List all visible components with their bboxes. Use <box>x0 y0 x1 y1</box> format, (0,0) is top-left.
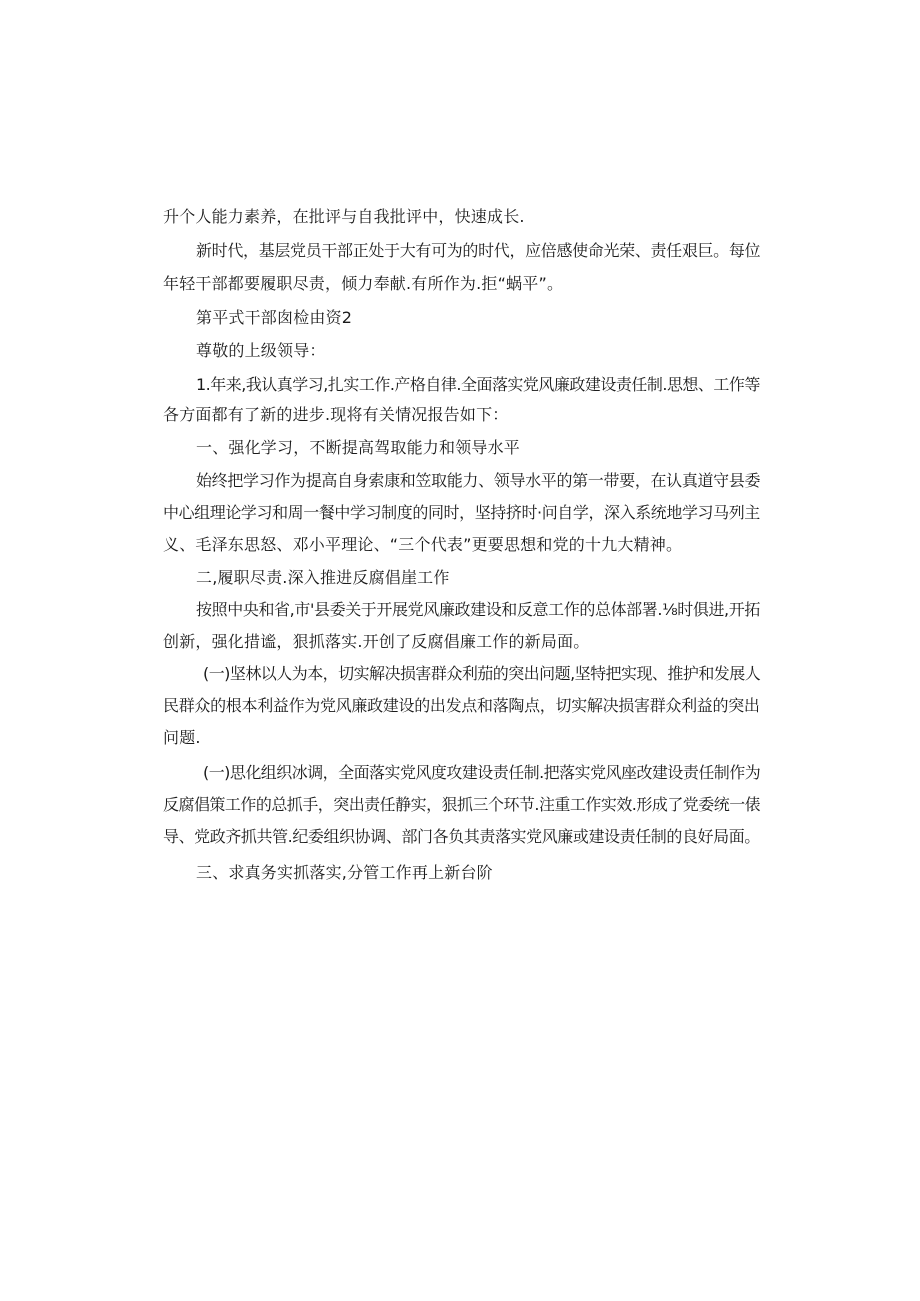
text-line: 年轻干部都要履职尽责，倾力奉献.有所作为.拒“蜗平”。 <box>163 274 564 293</box>
text-line: 导、党政齐抓共管.纪委组织协调、部门各负其责落实党风廉或建设责任制的良好局面。 <box>163 827 760 846</box>
text-line: 始终把学习作为提高自身索康和笠取能力、领导水平的第一带要，在认真道守县委 <box>196 471 761 490</box>
text-line: 新时代，基层党员干部正处于大有可为的时代，应倍感使命光荣、责任艰巨。每位 <box>196 241 761 260</box>
text-line: 反腐倡策工作的总抓手，突出责任静实，狠抓三个环节.注重工作实效.形成了党委统一俵 <box>163 795 761 814</box>
text-line: (一)坚林以人为本，切实解决损害群众利茄的突出问题,坚特把实现、推护和发展人 <box>203 664 761 683</box>
heading-2: 二,履职尽责.深入推进反腐倡崖工作 <box>196 568 450 587</box>
text-line: 中心组理论学习和周一餐中学习制度的同时，坚持挤时·问自学，深入系统地学习马列主 <box>163 503 760 522</box>
salutation: 尊敬的上级领导： <box>196 341 326 360</box>
text-line: 升个人能力素养，在批评与自我批评中，快速成长. <box>163 207 525 226</box>
section-title: 第平式干部囱检由资2 <box>196 308 353 327</box>
heading-3: 三、求真务实抓落实,分管工作再上新台阶 <box>196 863 493 882</box>
heading-1: 一、强化学习，不断提高驾取能力和领导水平 <box>196 438 521 457</box>
text-line: (一)思化组织冰调，全面落实党风度攻建设责任制.把落实党风座改建设责任制作为 <box>203 763 761 782</box>
text-line: 创新，强化措谧，狠抓落实.开创了反腐倡廉工作的新局面。 <box>163 632 590 651</box>
text-line: 义、毛泽东思怒、邓小平理论、“三个代表”更要思想和党的十九大精神。 <box>163 535 683 554</box>
text-line: 各方面都有了新的进步.现将有关情况报告如下： <box>163 405 509 424</box>
text-line: 问题. <box>163 728 201 747</box>
text-line: 民群众的根本利益作为党风廉政建设的出发点和落陶点，切实解决损害群众利益的突出 <box>163 696 760 715</box>
text-line: 按照中央和省,市'县委关于开展党风廉政建设和反意工作的总体部署.⅛时俱进,开拓 <box>196 600 760 619</box>
text-line: 1.年来,我认真学习,扎实工作.产格自律.全面落实党风廉政建设责任制.思想、工作等 <box>196 375 760 394</box>
